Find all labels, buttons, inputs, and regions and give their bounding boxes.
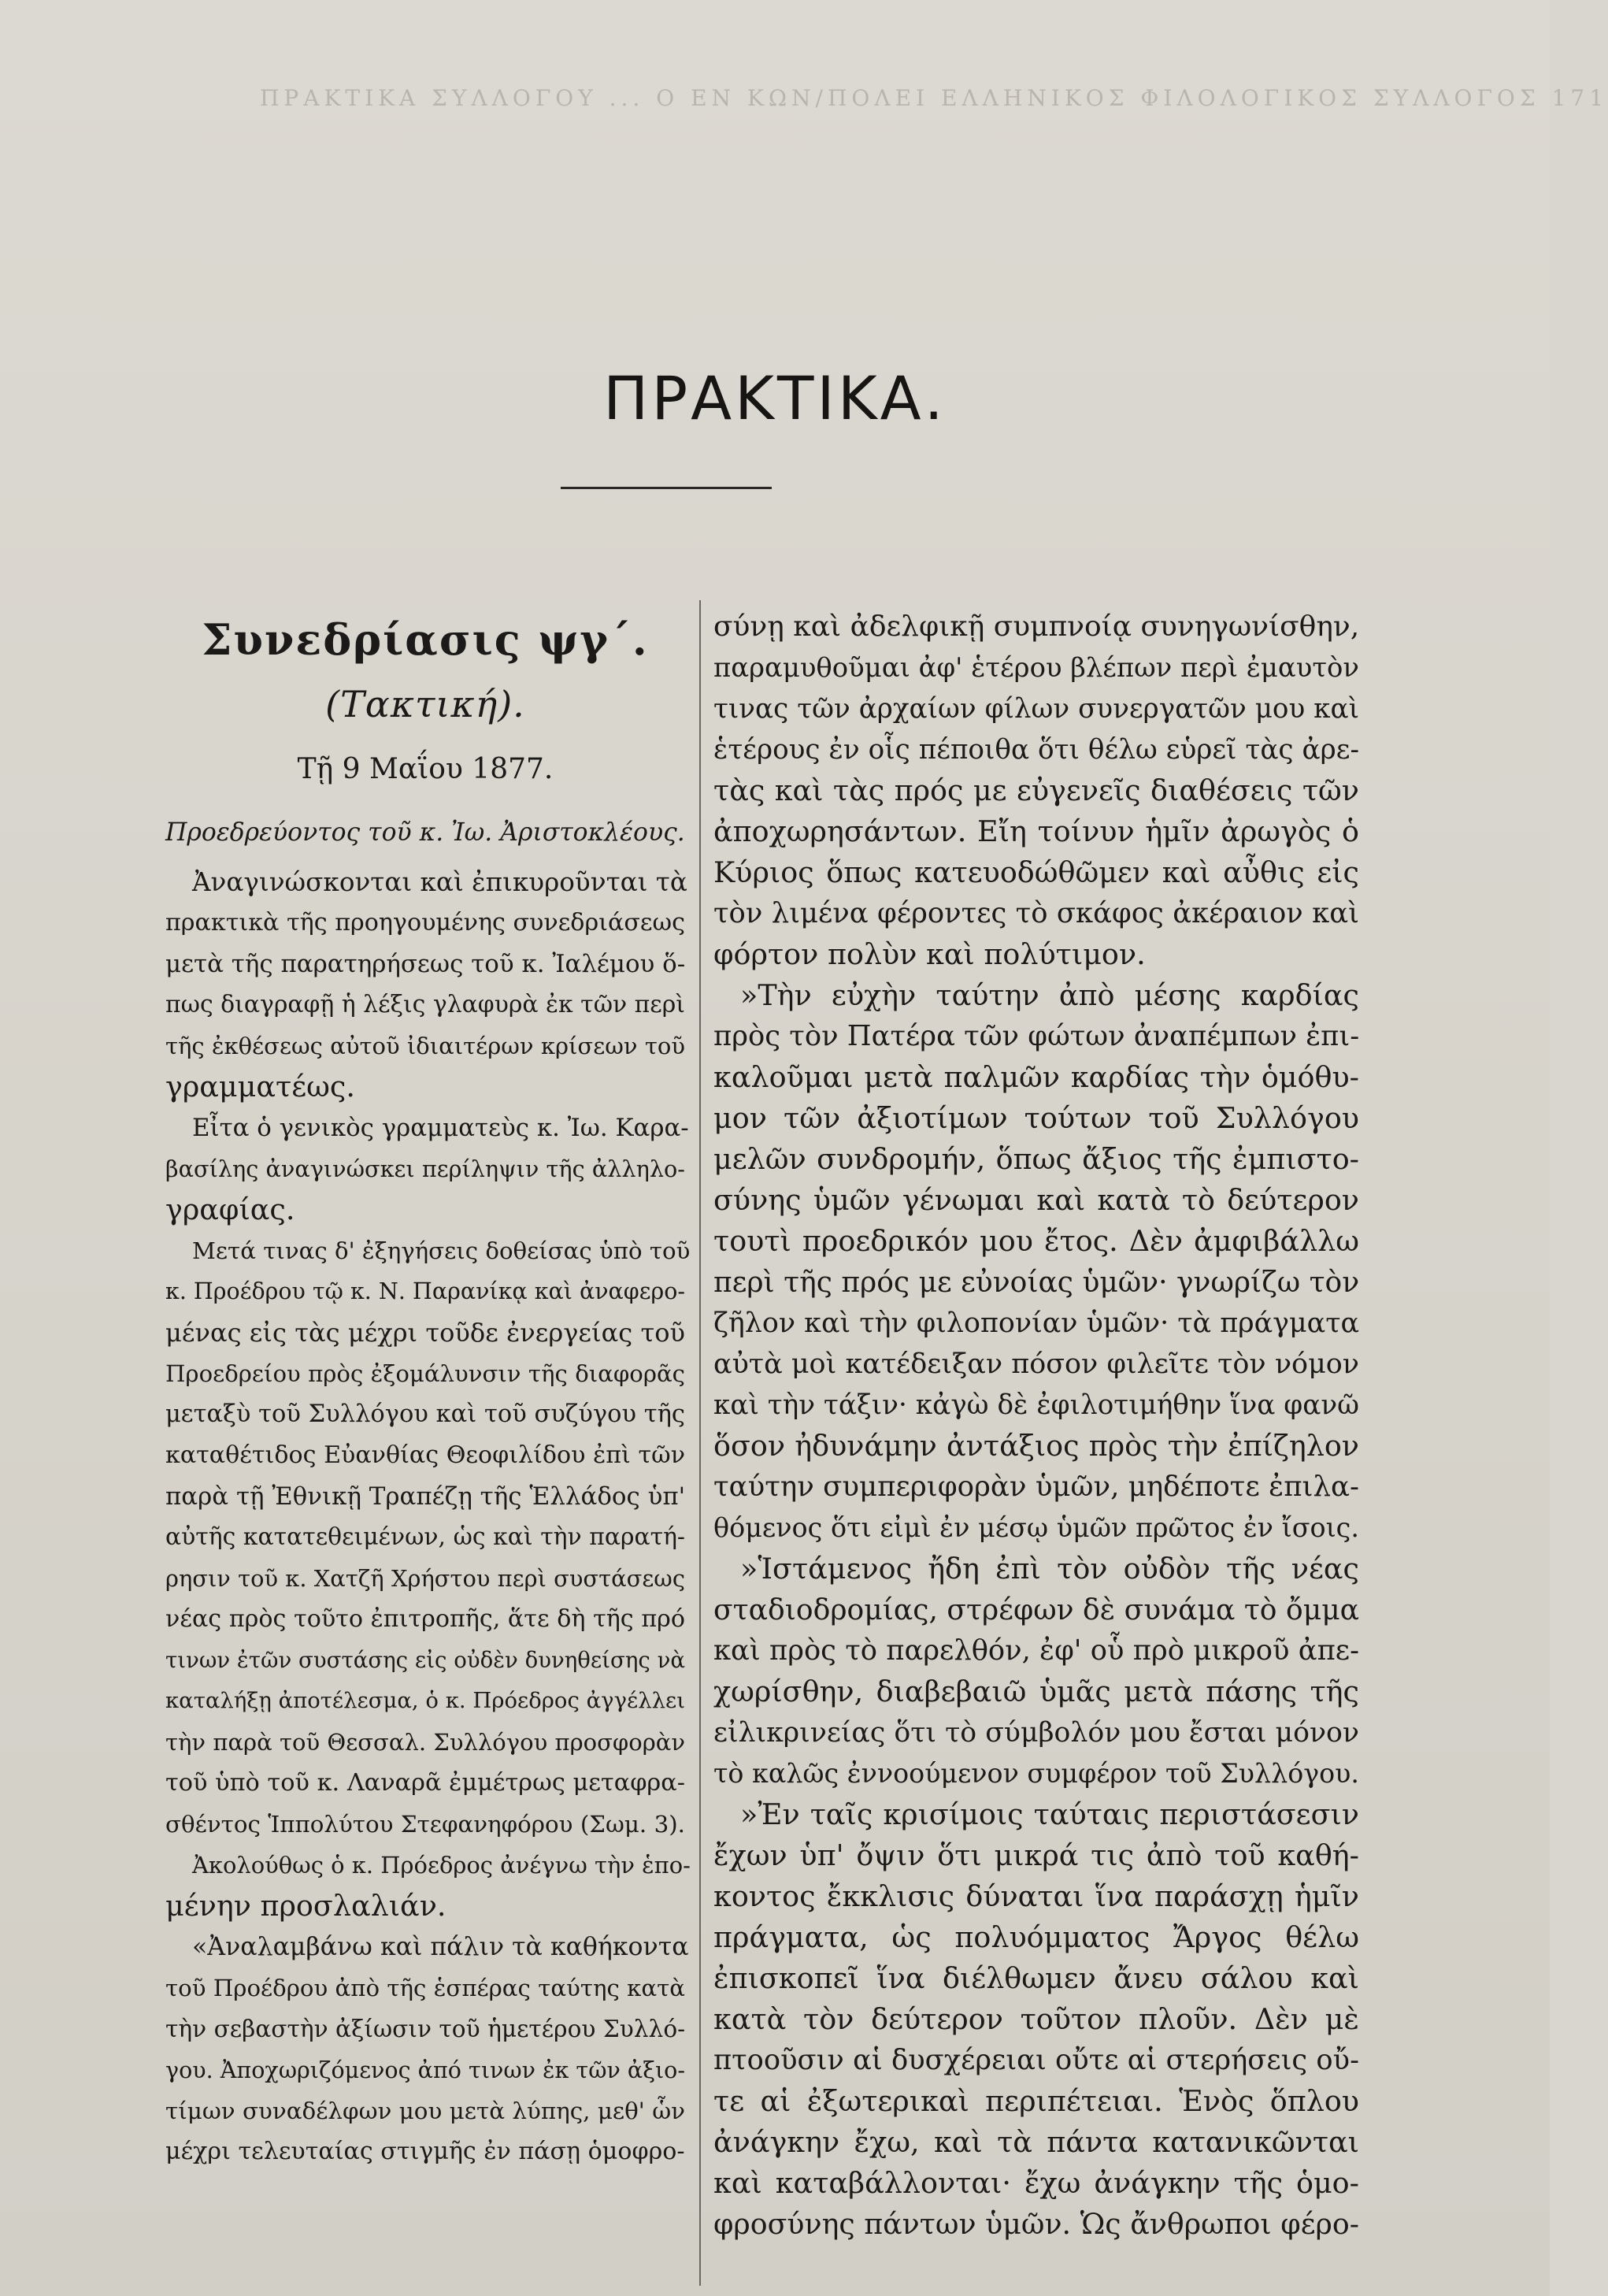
session-date: Τῇ 9 Μαΐου 1877. — [297, 753, 554, 785]
text-line: σθέντος Ἱππολύτου Στεφανηφόρου (Σωμ. 3). — [165, 1811, 685, 1838]
title-divider — [561, 487, 772, 489]
left-body-text — [165, 862, 691, 2172]
text-line: »Ἐν ταῖς κρισίμοις ταύταις περιστάσεσιν — [740, 1797, 1359, 1831]
text-line: μετὰ τῆς παρατηρήσεως τοῦ κ. Ἰαλέμου ὅ- — [165, 950, 686, 978]
text-line: πράγματα, ὡς πολυόμματος Ἄργος θέλω — [713, 1920, 1359, 1954]
text-line: τουτὶ προεδρικόν μου ἔτος. Δὲν ἀμφιβάλλω — [713, 1224, 1359, 1258]
text-line: τινων ἐτῶν συστάσης εἰς οὐδὲν δυνηθείσης νὰ — [165, 1647, 685, 1673]
text-line: μέχρι τελευταίας στιγμῆς ἐν πάσῃ ὁμοφρο- — [165, 2138, 685, 2165]
text-line: γραμματέως. — [165, 1070, 355, 1103]
text-line: τε αἱ ἐξωτερικαὶ περιπέτειαι. Ἑνὸς ὅπλου — [713, 2084, 1359, 2118]
text-line: ζῆλον καὶ τὴν φιλοπονίαν ὑμῶν· τὰ πράγματα — [713, 1307, 1360, 1339]
text-line: πρακτικὰ τῆς προηγουμένης συνεδριάσεως — [165, 909, 685, 937]
text-line: πως διαγραφῇ ἡ λέξις γλαφυρὰ ἐκ τῶν περὶ — [165, 991, 685, 1018]
page-title: ΠΡΑΚΤΙΚΑ. — [603, 362, 947, 433]
text-line: γραφίας. — [165, 1193, 295, 1226]
text-line: νέας πρὸς τοῦτο ἐπιτροπῆς, ἅτε δὴ τῆς πρό — [165, 1605, 685, 1633]
text-line: μεταξὺ τοῦ Συλλόγου καὶ τοῦ συζύγου τῆς — [165, 1400, 685, 1428]
text-line: κ. Προέδρου τῷ κ. Ν. Παρανίκᾳ καὶ ἀναφερο- — [165, 1278, 686, 1304]
text-line: τινας τῶν ἀρχαίων φίλων συνεργατῶν μου καὶ — [713, 693, 1359, 725]
text-line: τοῦ Προέδρου ἀπὸ τῆς ἑσπέρας ταύτης κατὰ — [165, 1975, 685, 2001]
session-heading: Συνεδρίασις ψγ΄. — [202, 614, 649, 665]
column-divider — [699, 600, 701, 2286]
text-line: Εἶτα ὁ γενικὸς γραμματεὺς κ. Ἰω. Καρα- — [192, 1114, 689, 1142]
text-line: κοντος ἔκκλισις δύναται ἵνα παράσχῃ ἡμῖν — [713, 1879, 1359, 1913]
text-line: τὸν λιμένα φέροντες τὸ σκάφος ἀκέραιον καὶ — [713, 897, 1359, 929]
text-line: σύνῃ καὶ ἀδελφικῇ συμπνοίᾳ συνηγωνίσθην, — [713, 610, 1360, 643]
text-line: περὶ τῆς πρός με εὐνοίας ὑμῶν· γνωρίζω τὸν — [713, 1266, 1360, 1299]
text-line: ἀνάγκην ἔχω, καὶ τὰ πάντα κατανικῶνται — [713, 2125, 1359, 2159]
text-line: ταύτην συμπεριφορὰν ὑμῶν, μηδέποτε ἐπιλα- — [713, 1471, 1359, 1503]
text-line: γου. Ἀποχωριζόμενος ἀπό τινων ἐκ τῶν ἀξιο- — [165, 2057, 685, 2083]
text-line: Μετά τινας δ' ἐξηγήσεις δοθείσας ὑπὸ τοῦ — [192, 1237, 691, 1264]
text-line: μένας εἰς τὰς μέχρι τοῦδε ἐνεργείας τοῦ — [165, 1318, 685, 1348]
session-subheading: (Τακτική). — [325, 683, 525, 725]
text-line: ἐπισκοπεῖ ἵνα διέλθωμεν ἄνευ σάλου καὶ — [713, 1961, 1359, 1995]
text-line: μελῶν συνδρομήν, ὅπως ἄξιος τῆς ἐμπιστο- — [713, 1142, 1359, 1176]
text-line: Ἀκολούθως ὁ κ. Πρόεδρος ἀνέγνω τὴν ἑπο- — [192, 1852, 691, 1879]
text-line: παρὰ τῇ Ἐθνικῇ Τραπέζῃ τῆς Ἑλλάδος ὑπ' — [165, 1482, 686, 1511]
text-line: θόμενος ὅτι εἰμὶ ἐν μέσῳ ὑμῶν πρῶτος ἐν ἴσοις. — [713, 1512, 1359, 1543]
text-line: σύνης ὑμῶν γένωμαι καὶ κατὰ τὸ δεύτερον — [713, 1183, 1359, 1217]
text-line: Ἀναγινώσκονται καὶ ἐπικυροῦνται τὰ — [192, 867, 687, 897]
text-line: μον τῶν ἀξιοτίμων τούτων τοῦ Συλλόγου — [713, 1101, 1359, 1135]
text-line: πτοοῦσιν αἱ δυσχέρειαι οὔτε αἱ στερήσεις οὔ- — [713, 2044, 1359, 2076]
text-line: τῆς ἐκθέσεως αὐτοῦ ἰδιαιτέρων κρίσεων τοῦ — [165, 1033, 685, 1059]
text-line: Προεδρείου πρὸς ἐξομάλυνσιν τῆς διαφορᾶς — [165, 1360, 685, 1387]
text-line: ὅσον ἠδυνάμην ἀντάξιος πρὸς τὴν ἐπίζηλον — [713, 1429, 1359, 1463]
text-line: Κύριος ὅπως κατευοδώθῶμεν καὶ αὖθις εἰς — [713, 855, 1359, 889]
right-body-text — [713, 606, 1359, 2245]
text-line: »Ἱστάμενος ἤδη ἐπὶ τὸν οὐδὸν τῆς νέας — [740, 1552, 1359, 1586]
text-line: »Τὴν εὐχὴν ταύτην ἀπὸ μέσης καρδίας — [740, 978, 1359, 1012]
text-line: μένην προσλαλιάν. — [165, 1889, 446, 1923]
right-column — [713, 606, 1359, 2245]
text-line: ρησιν τοῦ κ. Χατζῆ Χρήστου περὶ συστάσεως — [165, 1565, 685, 1592]
text-line: τοῦ ὑπὸ τοῦ κ. Λαναρᾶ ἐμμέτρως μεταφρα- — [165, 1769, 685, 1797]
text-line: βασίλης ἀναγινώσκει περίληψιν τῆς ἀλληλο- — [165, 1155, 685, 1182]
text-line: καὶ καταβάλλονται· ἔχω ἀνάγκην τῆς ὁμο- — [713, 2166, 1359, 2200]
show-through-header: ΠΡΑΚΤΙΚΑ ΣΥΛΛΟΓΟΥ ... Ο ΕΝ ΚΩΝ/ΠΟΛΕΙ ΕΛΛΗΝΙΚΟΣ ΦΙΛΟΛΟΓΙΚΟΣ ΣΥΛΛΟΓΟΣ 171 — [260, 85, 1608, 111]
text-line: αὐτὰ μοὶ κατέδειξαν πόσον φιλεῖτε τὸν νόμον — [713, 1348, 1359, 1380]
text-line: ἔχων ὑπ' ὄψιν ὅτι μικρά τις ἀπὸ τοῦ καθή- — [713, 1838, 1359, 1872]
text-line: ἑτέρους ἐν οἷς πέποιθα ὅτι θέλω εὑρεῖ τὰς ἀρε- — [713, 734, 1359, 766]
text-line: τίμων συναδέλφων μου μετὰ λύπης, μεθ' ὧν — [165, 2098, 685, 2124]
text-line: τὴν σεβαστὴν ἀξίωσιν τοῦ ἡμετέρου Συλλό- — [165, 2015, 686, 2042]
text-line: «Ἀναλαμβάνω καὶ πάλιν τὰ καθήκοντα — [192, 1933, 689, 1961]
text-line: καταθέτιδος Εὐανθίας Θεοφιλίδου ἐπὶ τῶν — [165, 1441, 685, 1469]
text-line: αὐτῆς κατατεθειμένων, ὡς καὶ τὴν παρατή- — [165, 1523, 685, 1551]
left-column — [165, 606, 691, 2172]
text-line: φροσύνης πάντων ὑμῶν. Ὡς ἄνθρωποι φέρο- — [713, 2207, 1359, 2241]
text-line: καὶ πρὸς τὸ παρελθόν, ἐφ' οὗ πρὸ μικροῦ ἀπε- — [713, 1634, 1359, 1667]
text-line: παραμυθοῦμαι ἀφ' ἑτέρου βλέπων περὶ ἐμαυτὸν — [713, 652, 1359, 683]
text-line: καλοῦμαι μετὰ παλμῶν καρδίας τὴν ὁμόθυ- — [713, 1060, 1359, 1094]
text-line: φόρτον πολὺν καὶ πολύτιμον. — [713, 937, 1146, 971]
text-line: καὶ τὴν τάξιν· κἀγὼ δὲ ἐφιλοτιμήθην ἵνα φανῶ — [713, 1389, 1359, 1421]
text-line: κατὰ τὸν δεύτερον τοῦτον πλοῦν. Δὲν μὲ — [713, 2002, 1359, 2036]
text-line: τὴν παρὰ τοῦ Θεσσαλ. Συλλόγου προσφορὰν — [165, 1729, 685, 1756]
text-line: ἀποχωρησάντων. Εἴη τοίνυν ἡμῖν ἀρωγὸς ὁ — [713, 814, 1359, 848]
text-line: καταλήξῃ ἀποτέλεσμα, ὁ κ. Πρόεδρος ἀγγέλλει — [165, 1689, 685, 1713]
text-line: σταδιοδρομίας, στρέφων δὲ συνάμα τὸ ὄμμα — [713, 1593, 1360, 1626]
presiding-line: Προεδρεύοντος τοῦ κ. Ἰω. Ἀριστοκλέους. — [165, 818, 685, 847]
text-line: τὸ καλῶς ἐννοούμενον συμφέρον τοῦ Συλλόγου. — [713, 1758, 1359, 1789]
text-line: εἰλικρινείας ὅτι τὸ σύμβολόν μου ἔσται μόνον — [713, 1717, 1359, 1749]
text-line: τὰς καὶ τὰς πρός με εὐγενεῖς διαθέσεις τῶν — [713, 773, 1359, 807]
text-line: πρὸς τὸν Πατέρα τῶν φώτων ἀναπέμπων ἐπι- — [713, 1020, 1360, 1052]
text-line: χωρίσθην, διαβεβαιῶ ὑμᾶς μετὰ πάσης τῆς — [713, 1675, 1359, 1708]
